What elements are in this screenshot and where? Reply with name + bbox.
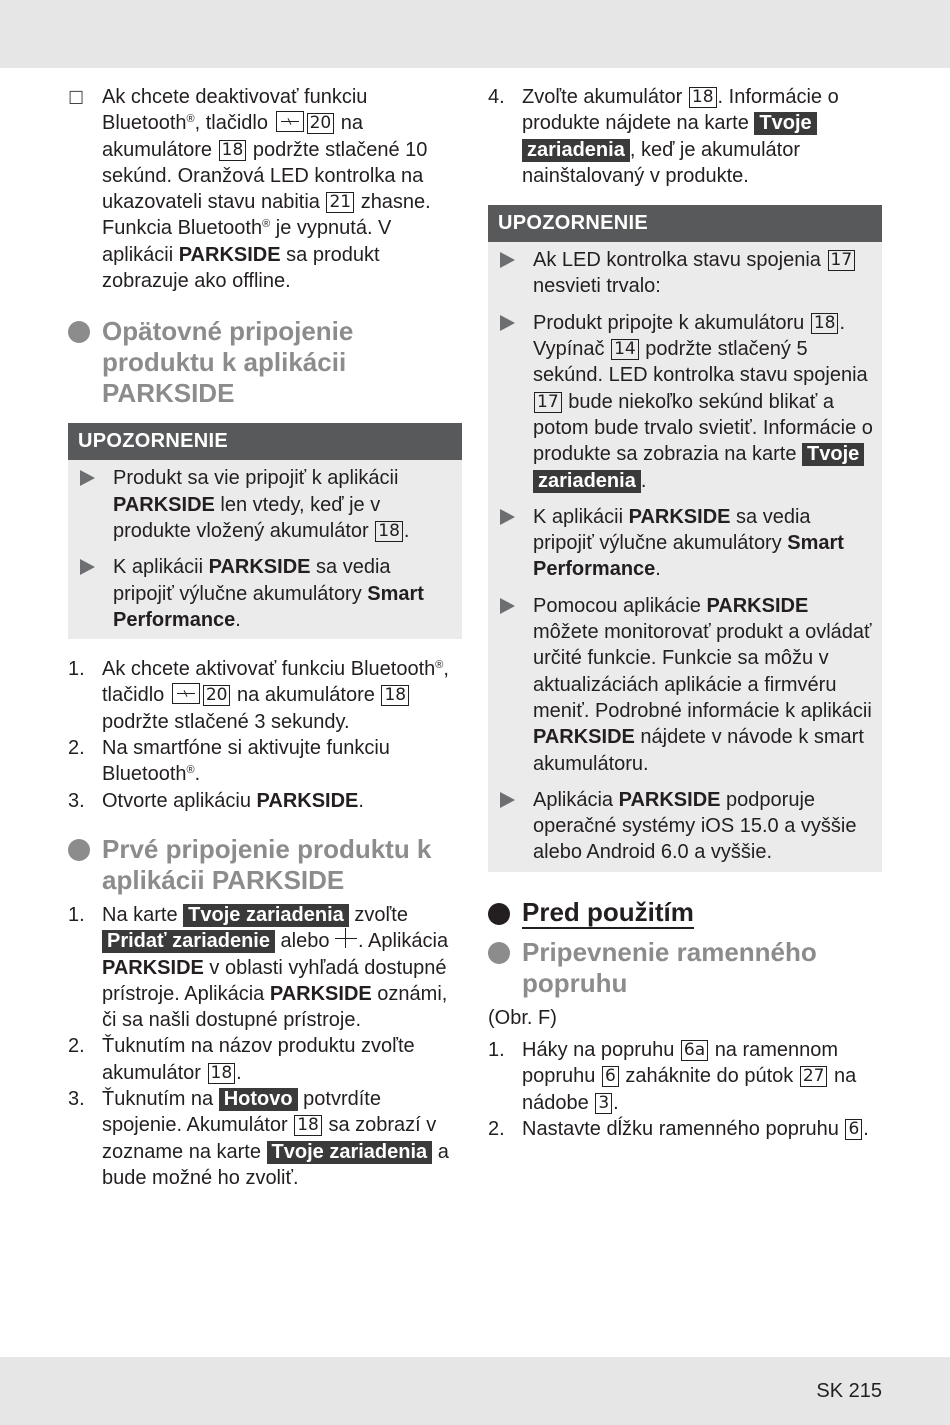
arrow-bullet-icon xyxy=(500,315,515,331)
arrow-bullet-icon xyxy=(500,792,515,808)
ref-number: 3 xyxy=(595,1093,612,1114)
list-item: 1. Ak chcete aktivovať funkciu Bluetooth®, tlačidlo 20 na akumulátore 18 podržte stlačené 3 sekundy. xyxy=(68,658,449,733)
arrow-bullet-icon xyxy=(500,598,515,614)
ref-number: 21 xyxy=(326,192,354,213)
bullet-dot-icon xyxy=(488,942,510,964)
notice-item: Ak LED kontrolka stavu spojenia 17 nesvieti trvalo: xyxy=(488,247,882,300)
list-item: 1. Háky na popruhu 6a na ramennom popruhu 6 zaháknite do pútok 27 na nádobe 3 . xyxy=(488,1039,857,1114)
section-heading: Opätovné pripojenie produktu k aplikácii PARKSIDE xyxy=(68,316,462,409)
left-column xyxy=(68,84,462,1191)
notice-title: UPOZORNENIE xyxy=(68,423,462,460)
notice-box xyxy=(488,205,882,872)
checkbox-item-text: Ak chcete deaktivovať funkciu Bluetooth®, tlačidlo 20 na akumulátore 18 podržte stlačené 10 sekúnd. Oranžová LED kontrolka na ukazovateli stavu nabitia 21 zhasne. Funkcia Bluetooth® je vypnutá. V aplikácii PARKSIDE sa produkt zobrazuje ako offline. xyxy=(102,86,431,293)
checkbox-icon: ☐ xyxy=(68,88,85,108)
list-item: 1. Na karte Tvoje zariadenia zvoľte Pridať zariadenie alebo . Aplikácia PARKSIDE v oblasti vyhľadá dostupné prístroje. Aplikácia PARKSIDE oznámi, či sa našli dostupné prístroje. xyxy=(68,903,449,1032)
bullet-dot-icon xyxy=(488,903,510,925)
ref-number: 17 xyxy=(534,392,562,413)
notice-box xyxy=(68,423,462,639)
bluetooth-button-icon xyxy=(172,683,200,704)
section-heading: Pripevnenie ramenného popruhu xyxy=(488,937,882,999)
ref-number: 14 xyxy=(611,339,639,360)
ui-tab-label: Tvoje zariadenia xyxy=(183,904,349,927)
list-item: 2. Ťuknutím na názov produktu zvoľte akumulátor 18 . xyxy=(68,1035,415,1084)
section-heading: Prvé pripojenie produktu k aplikácii PARKSIDE xyxy=(68,834,462,896)
checkbox-item xyxy=(68,84,462,294)
list-item: 3. Ťuknutím na Hotovo potvrdíte spojenie. Akumulátor 18 sa zobrazí v zozname na karte Tvoje zariadenia a bude možné ho zvoliť. xyxy=(68,1088,449,1189)
ref-number: 18 xyxy=(811,313,839,334)
ref-number: 20 xyxy=(203,685,231,706)
ref-number: 20 xyxy=(307,113,335,134)
list-item: 2. Nastavte dĺžku ramenného popruhu 6 . xyxy=(488,1117,869,1140)
steps-list xyxy=(68,902,462,1191)
ref-number: 18 xyxy=(375,521,403,542)
notice-item: Aplikácia PARKSIDE podporuje operačné systémy iOS 15.0 a vyššie alebo Android 6.0 a vyššie. xyxy=(488,787,882,866)
footer-band xyxy=(0,1357,950,1425)
arrow-bullet-icon xyxy=(80,470,95,486)
ui-tab-label: Tvoje zariadenia xyxy=(533,443,864,492)
ref-number: 18 xyxy=(294,1115,322,1136)
ui-button-label: Hotovo xyxy=(219,1088,298,1111)
ui-tab-label: Tvoje zariadenia xyxy=(267,1141,433,1164)
notice-item: K aplikácii PARKSIDE sa vedia pripojiť výlučne akumulátory Smart Performance. xyxy=(68,554,462,633)
plus-icon xyxy=(335,928,357,948)
ref-number: 27 xyxy=(800,1066,828,1087)
notice-item: Produkt pripojte k akumulátoru 18 . Vypínač 14 podržte stlačený 5 sekúnd. LED kontrolka stavu spojenia 17 bude niekoľko sekúnd blikať a potom bude trvalo svietiť. Informácie o produkte sa zobrazia na karte Tvoje zariadenia . xyxy=(488,310,882,494)
arrow-bullet-icon xyxy=(500,509,515,525)
notice-item: Produkt sa vie pripojiť k aplikácii PARKSIDE len vtedy, keď je v produkte vložený akumulátor 18 . xyxy=(68,465,462,544)
ref-number: 18 xyxy=(219,140,247,161)
list-item: 2. Na smartfóne si aktivujte funkciu Bluetooth®. xyxy=(68,737,390,786)
arrow-bullet-icon xyxy=(80,559,95,575)
steps-list xyxy=(68,656,462,814)
ref-number: 6 xyxy=(845,1119,862,1140)
bullet-dot-icon xyxy=(68,839,90,861)
ref-number: 17 xyxy=(828,250,856,271)
ref-number: 6a xyxy=(681,1040,708,1061)
ui-tab-label: Tvoje zariadenia xyxy=(522,112,817,161)
list-item: 3. Otvorte aplikáciu PARKSIDE. xyxy=(68,789,364,812)
ui-button-label: Pridať zariadenie xyxy=(102,930,275,953)
bullet-dot-icon xyxy=(68,321,90,343)
ref-number: 18 xyxy=(208,1063,236,1084)
main-heading: Pred použitím xyxy=(488,898,882,929)
right-column xyxy=(488,84,882,1142)
steps-list xyxy=(488,1037,882,1142)
ref-number: 18 xyxy=(689,87,717,108)
ref-number: 18 xyxy=(381,685,409,706)
ref-number: 6 xyxy=(602,1066,619,1087)
list-item: 4. Zvoľte akumulátor 18 . Informácie o produkte nájdete na karte Tvoje zariadenia , keď je akumulátor nainštalovaný v produkte. xyxy=(488,86,839,187)
notice-item: Pomocou aplikácie PARKSIDE môžete monitorovať produkt a ovládať určité funkcie. Funkcie sa môžu v aktualizáciách aplikácie a firmvéru meniť. Podrobné informácie k aplikácii PARKSIDE nájdete v návode k smart akumulátoru. xyxy=(488,593,882,777)
arrow-bullet-icon xyxy=(500,252,515,268)
page-number: SK 215 xyxy=(816,1380,882,1402)
notice-item: K aplikácii PARKSIDE sa vedia pripojiť výlučne akumulátory Smart Performance. xyxy=(488,504,882,583)
header-band xyxy=(0,0,950,68)
notice-title: UPOZORNENIE xyxy=(488,205,882,242)
figure-reference: (Obr. F) xyxy=(488,1006,557,1029)
bluetooth-button-icon xyxy=(276,111,304,132)
